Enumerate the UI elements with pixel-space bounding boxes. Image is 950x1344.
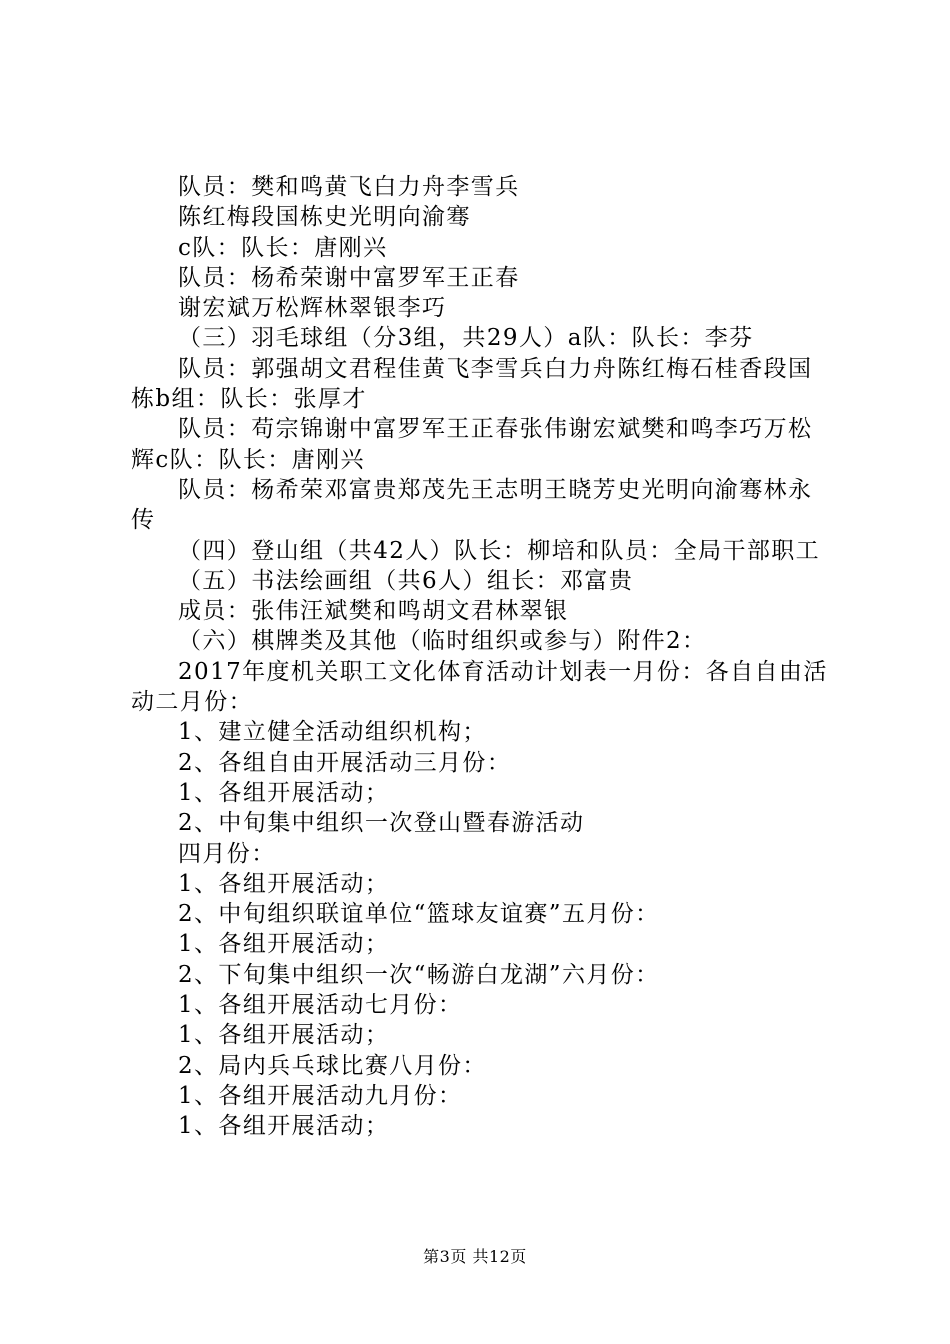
paragraph: 队员：杨希荣谢中富罗军王正春 (178, 264, 520, 291)
paragraph: 队员：樊和鸣黄飞白力舟李雪兵 (178, 174, 520, 200)
paragraph: 1、各组开展活动九月份： (178, 1082, 463, 1109)
paragraph: （四）登山组（共42人）队长：柳培和队员：全局干部职工 (178, 537, 821, 564)
paragraph: c队：队长：唐刚兴 (178, 234, 388, 261)
paragraph: 2、局内兵乓球比赛八月份： (178, 1052, 487, 1079)
paragraph: 队员：郭强胡文君程佳黄飞李雪兵白力舟陈红梅石桂香段国栋b组：队长：张厚才 (131, 355, 813, 413)
paragraph: 1、各组开展活动； (178, 779, 390, 806)
paragraph: （六）棋牌类及其他（临时组织或参与）附件2： (178, 628, 707, 655)
paragraph: 1、各组开展活动； (178, 1022, 390, 1049)
paragraph: 1、各组开展活动； (178, 870, 390, 897)
paragraph: 2、下旬集中组织一次“畅游白龙湖”六月份： (178, 961, 660, 988)
paragraph: 1、各组开展活动七月份： (178, 992, 463, 1019)
paragraph: 1、建立健全活动组织机构； (178, 719, 487, 746)
paragraph: 成员：张伟汪斌樊和鸣胡文君林翠银 (178, 598, 569, 625)
paragraph: （五）书法绘画组（共6人）组长：邓富贵 (178, 567, 634, 594)
paragraph: 四月份： (178, 840, 276, 867)
paragraph: 队员：苟宗锦谢中富罗军王正春张伟谢宏斌樊和鸣李巧万松辉c队：队长：唐刚兴 (131, 416, 813, 473)
paragraph: 陈红梅段国栋史光明向渝骞 (178, 204, 471, 231)
paragraph: 2017年度机关职工文化体育活动计划表一月份：各自自由活动二月份： (131, 658, 828, 716)
paragraph: 谢宏斌万松辉林翠银李巧 (178, 295, 447, 322)
paragraph: 2、中旬组织联谊单位“篮球友谊赛”五月份： (178, 901, 660, 928)
paragraph: 1、各组开展活动； (178, 1113, 390, 1140)
paragraph: 2、中旬集中组织一次登山暨春游活动 (178, 810, 585, 837)
paragraph: 队员：杨希荣邓富贵郑茂先王志明王晓芳史光明向渝骞林永传 (131, 476, 813, 534)
page-footer: 第3页 共12页 (423, 1247, 527, 1266)
paragraph: （三）羽毛球组（分3组，共29人）a队：队长：李芬 (178, 325, 754, 352)
paragraph: 1、各组开展活动； (178, 931, 390, 958)
document-body (131, 172, 836, 1142)
paragraph: 2、各组自由开展活动三月份： (178, 749, 512, 776)
